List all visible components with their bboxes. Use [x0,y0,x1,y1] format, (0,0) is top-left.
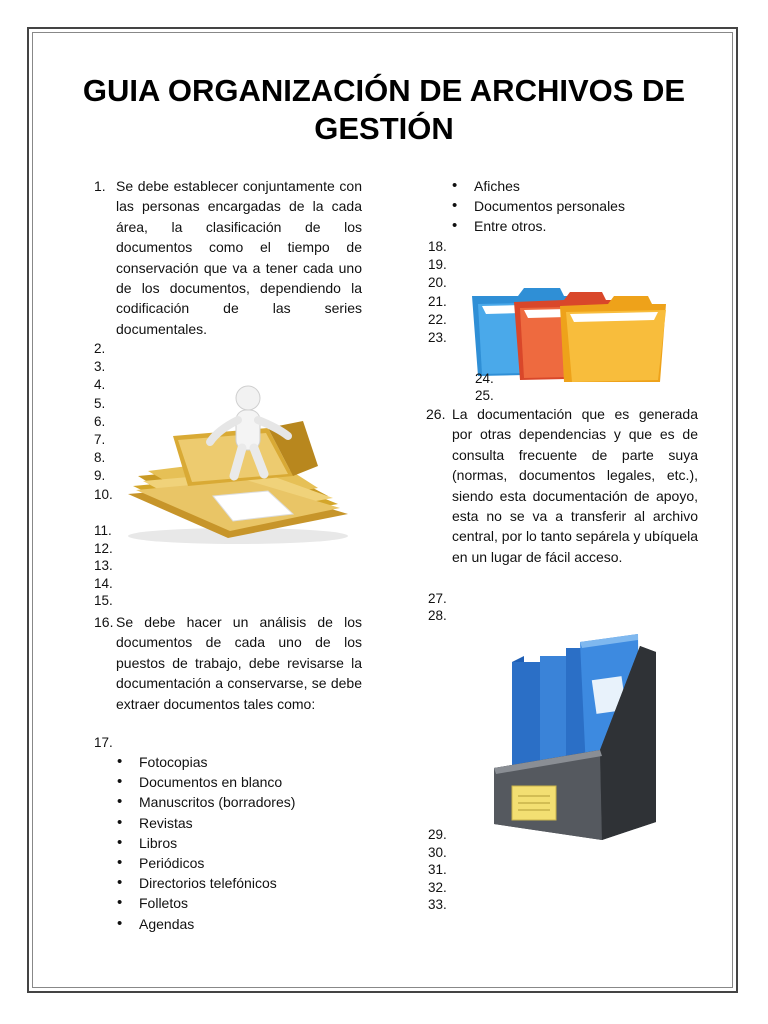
item-text: Se debe hacer un análisis de los documentos de cada uno de los puestos de trabajo, debe revisarse la documentación a conservarse, se debe extraer documentos tales como: [116,614,362,712]
empty-list-number: 24. [475,371,494,386]
empty-list-number: 25. [475,387,494,403]
empty-list-number: 4. [94,377,106,393]
excluded-documents-list [117,752,357,934]
empty-list-number: 14. [94,575,113,591]
empty-list-number: 9. [94,468,106,484]
item-text: Se debe establecer conjuntamente con las personas encargadas de la cada área, la clasificación de los documentos como el tiempo de conservación que va a tener cada uno de los documentos, dependiendo la codificación de las series documentales. [116,178,362,337]
empty-list-number: 15. [94,593,113,608]
empty-list-number: 22. [428,311,447,327]
empty-list-number: 5. [94,395,106,411]
person-with-folders-image [118,376,358,546]
colored-folders-image [468,282,668,382]
empty-list-number: 2. [94,341,106,356]
empty-list-number: 30. [428,844,447,860]
excluded-documents-list-continued [452,176,692,237]
bullet-item: • Periódicos [117,853,357,873]
item-number: 17. [94,735,113,750]
item-26 [426,404,698,567]
empty-list-number: 20. [428,275,447,291]
empty-list-number: 3. [94,359,106,375]
empty-list-number: 6. [94,413,106,429]
empty-list-number: 32. [428,879,447,895]
empty-list-number: 10. [94,486,113,502]
bullet-item: • Documentos personales [452,196,692,216]
empty-list-number: 13. [94,558,113,573]
page-title: GUIA ORGANIZACIÓN DE ARCHIVOS DE GESTIÓN [82,73,686,146]
bullet-item: • Revistas [117,813,357,833]
bullet-item: • Afiches [452,176,692,196]
item-text: La documentación que es generada por otras dependencias y que es de consulta frecuente de parte suya (normas, documentos legales, etc.), siendo esta documentación de apoyo, esta no se va a transferir al archivo central, por lo tanto sepárela y ubíquela en un lugar de fácil acceso. [452,406,698,565]
bullet-item: • Entre otros. [452,216,692,236]
item-number: 16. [94,614,114,630]
item-16 [94,612,362,714]
bullet-item: • Agendas [117,914,357,934]
empty-list-number: 12. [94,540,113,556]
bullet-item: • Documentos en blanco [117,772,357,792]
item-number: 1. [94,178,106,194]
empty-list-number: 31. [428,862,447,877]
bullet-item: • Libros [117,833,357,853]
empty-list-number: 8. [94,450,106,466]
empty-list-number: 27. [428,591,447,606]
bullet-item: • Directorios telefónicos [117,873,357,893]
item-number: 26. [426,406,446,422]
bullet-item: • Fotocopias [117,752,357,772]
empty-list-number: 33. [428,897,447,912]
bullet-item: • Manuscritos (borradores) [117,792,357,812]
empty-list-number: 19. [428,257,447,273]
empty-list-number: 28. [428,608,447,623]
empty-list-number: 23. [428,330,447,345]
empty-list-number: 29. [428,827,447,842]
binders-in-magazine-holder-image [490,626,660,842]
empty-list-number: 7. [94,432,106,447]
empty-list-number: 11. [94,523,112,538]
empty-list-number: 21. [428,293,447,309]
bullet-item: • Folletos [117,893,357,913]
empty-list-number: 18. [428,239,447,254]
item-1 [94,176,362,339]
